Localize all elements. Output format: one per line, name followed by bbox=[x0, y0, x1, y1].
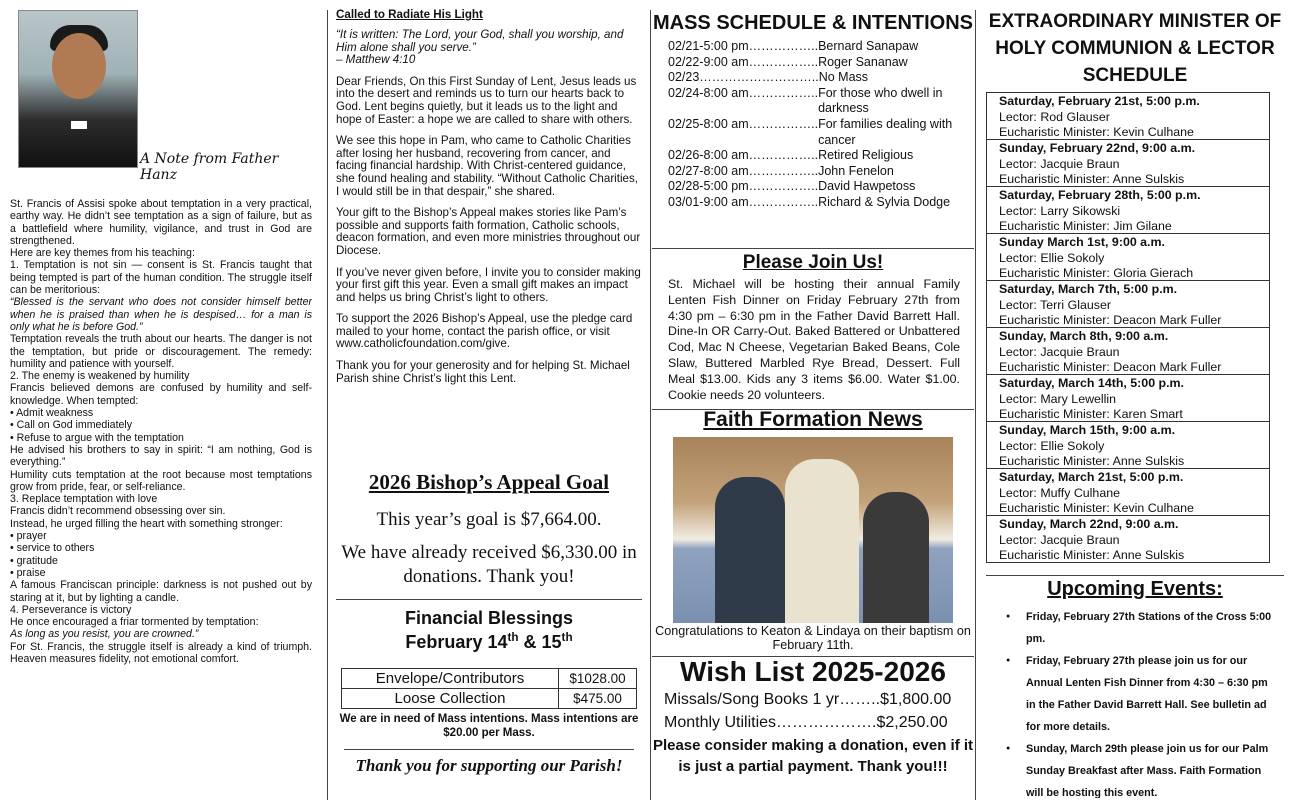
mass-intention-row: 02/25-8:00 am…………….. For families dealing with cancer bbox=[668, 116, 953, 147]
column-divider bbox=[975, 10, 976, 800]
note-paragraph: A famous Franciscan principle: darkness is not pushed out by staring at it, but by lighting a candle. bbox=[10, 579, 312, 604]
wish-list bbox=[652, 656, 974, 777]
schedule-row: Sunday, March 8th, 9:00 a.m. Lector: Jacquie Braun Eucharistic Minister: Deacon Mark Fuller bbox=[986, 327, 1270, 375]
event-list bbox=[986, 606, 1284, 798]
upcoming-title: Upcoming Events: bbox=[1047, 578, 1223, 600]
note-paragraph: St. Francis of Assisi spoke about temptation in a very practical, earthy way. He didn’t see temptation as a sign of failure, but as a battlefield where humility, vigilance, and trust in God are strengthened. bbox=[10, 198, 312, 247]
minister-column bbox=[986, 8, 1284, 798]
note-paragraph: • Refuse to argue with the temptation bbox=[10, 431, 184, 444]
section-divider bbox=[652, 248, 974, 249]
section-divider bbox=[986, 575, 1284, 576]
appeal-goal: This year’s goal is $7,664.00. bbox=[376, 509, 602, 530]
schedule-row: Saturday, February 28th, 5:00 p.m. Lector: Larry Sikowski Eucharistic Minister: Jim Gilane bbox=[986, 186, 1270, 234]
baptism-photo bbox=[673, 437, 953, 623]
scripture-quote: “It is written: The Lord, your God, shall you worship, and Him alone shall you serve.” bbox=[336, 28, 624, 54]
mass-intention-row: 02/26-8:00 am…………….. Retired Religious bbox=[668, 148, 914, 163]
mass-intentions-note: We are in need of Mass intentions. Mass intentions are $20.00 per Mass. bbox=[339, 713, 639, 739]
mass-intention-row: 02/21-5:00 pm…………….. Bernard Sanapaw bbox=[668, 39, 919, 53]
schedule-row: Saturday, March 7th, 5:00 p.m. Lector: Terri Glauser Eucharistic Minister: Deacon Mark Fuller bbox=[986, 280, 1270, 328]
letter-body bbox=[336, 76, 642, 385]
note-paragraph: Instead, he urged filling the heart with something stronger: bbox=[10, 517, 283, 530]
note-paragraph: Humility cuts temptation at the root because most temptations grow from pride, fear, or self-reliance. bbox=[10, 468, 312, 493]
section-divider bbox=[344, 749, 634, 750]
section-divider bbox=[336, 599, 642, 600]
note-title: A Note from Father Hanz bbox=[140, 151, 279, 183]
note-paragraph: • gratitude bbox=[10, 554, 58, 567]
scripture-reference: – Matthew 4:10 bbox=[336, 53, 416, 67]
mass-intention-row: 02/27-8:00 am…………….. John Fenelon bbox=[668, 163, 894, 178]
upcoming-events bbox=[986, 578, 1284, 798]
note-paragraph: • service to others bbox=[10, 542, 95, 555]
event-item: ● Sunday, March 29th please join us for our Palm Sunday Breakfast after Mass. Faith Formation will be hosting this event. bbox=[986, 738, 1284, 798]
note-paragraph: • Admit weakness bbox=[10, 407, 94, 420]
schedule-row: Saturday, March 14th, 5:00 p.m. Lector: Mary Lewellin Eucharistic Minister: Karen Smart bbox=[986, 374, 1270, 422]
father-hanz-photo bbox=[18, 10, 138, 168]
column-divider bbox=[327, 10, 328, 800]
photo-caption: Congratulations to Keaton & Lindaya on their baptism on February 11th. bbox=[655, 624, 971, 652]
note-paragraph: He once encouraged a friar tormented by temptation: bbox=[10, 616, 259, 629]
wish-please: Please consider making a donation, even if it is just a partial payment. Thank you!!! bbox=[652, 737, 974, 775]
mass-list bbox=[652, 39, 974, 211]
financial-blessings bbox=[336, 606, 642, 654]
collection-table bbox=[341, 668, 637, 709]
ff-title: Faith Formation News bbox=[703, 408, 923, 431]
letter-paragraph: To support the 2026 Bishop’s Appeal, use the pledge card mailed to your home, contact the parish office, or visit www.catholicfoundation.com/give. bbox=[336, 312, 633, 351]
mass-intention-row: 02/23……………………….. No Mass bbox=[668, 70, 869, 85]
note-paragraph: He advised his brothers to say in spirit: “I am nothing, God is everything.” bbox=[10, 443, 312, 469]
mass-schedule-title: MASS SCHEDULE & INTENTIONS bbox=[652, 12, 974, 34]
letter-heading: Called to Radiate His Light bbox=[336, 8, 483, 21]
note-paragraph: 4. Perseverance is victory bbox=[10, 603, 132, 616]
appeal-title: 2026 Bishop’s Appeal Goal bbox=[368, 470, 610, 494]
letter-paragraph: Dear Friends, On this First Sunday of Lent, Jesus leads us into the desert and reminds us to turn our hearts back to God. Lent begins quietly, but it leads us to the light and hope of Easter: a hope we are called to share with others. bbox=[336, 74, 637, 126]
note-paragraph: 3. Replace temptation with love bbox=[10, 493, 158, 506]
letter-paragraph: Thank you for your generosity and for helping St. Michael Parish shine Christ’s light this Lent. bbox=[336, 359, 630, 385]
letter-paragraph: We see this hope in Pam, who came to Catholic Charities after losing her husband, recovering from cancer, and facing financial hardship. With Christ-centered guidance, she found healing and stability. “Without Catholic Charities, I would still be in that despair,” she shared. bbox=[336, 134, 639, 198]
column-divider bbox=[650, 10, 651, 800]
note-column bbox=[10, 8, 312, 798]
note-paragraph: “Blessed is the servant who does not consider himself better when he is praised than when he is despised… for a man is only what he is before God.” bbox=[10, 296, 312, 333]
note-paragraph: As long as you resist, you are crowned.” bbox=[10, 628, 199, 641]
join-title: Please Join Us! bbox=[742, 252, 884, 273]
schedule-row: Sunday, March 15th, 9:00 a.m. Lector: Ellie Sokoly Eucharistic Minister: Anne Sulskis bbox=[986, 421, 1270, 469]
mass-intention-row: 02/24-8:00 am…………….. For those who dwell in darkness bbox=[668, 85, 943, 116]
table-row: Loose Collection $475.00 bbox=[342, 689, 637, 709]
mass-intention-row: 03/01-9:00 am…………….. Richard & Sylvia Dodge bbox=[668, 194, 951, 209]
join-us-section bbox=[652, 252, 974, 403]
list-item: Missals/Song Books 1 yr…….. $1,800.00 bbox=[664, 691, 952, 708]
event-item: ● Friday, February 27th Stations of the Cross 5:00 pm. bbox=[986, 606, 1284, 650]
faith-formation-section bbox=[652, 408, 974, 652]
mass-intention-row: 02/22-9:00 am…………….. Roger Sananaw bbox=[668, 54, 908, 69]
schedule-row: Sunday, March 22nd, 9:00 a.m. Lector: Jacquie Braun Eucharistic Minister: Anne Sulskis bbox=[986, 515, 1270, 563]
appeal-received: We have already received $6,330.00 in donations. Thank you! bbox=[341, 542, 637, 587]
note-paragraph: Francis didn’t recommend obsessing over sin. bbox=[10, 505, 226, 518]
note-paragraph: • prayer bbox=[10, 530, 47, 543]
note-paragraph: • praise bbox=[10, 566, 46, 579]
thanks-line: Thank you for supporting our Parish! bbox=[355, 756, 623, 775]
mass-intention-row: 02/28-5:00 pm…………….. David Hawpetoss bbox=[668, 179, 916, 194]
list-item: Monthly Utilities………………. $2,250.00 bbox=[664, 714, 948, 731]
note-paragraph: For St. Francis, the struggle itself is already a kind of triumph. Heaven measures fidelity, not emotional comfort. bbox=[10, 640, 312, 665]
note-paragraph: Here are key themes from his teaching: bbox=[10, 247, 195, 260]
event-item: ● Friday, February 27th please join us for our Annual Lenten Fish Dinner from 4:30 – 6:30 pm in the Father David Barrett Hall. See bulletin ad for more details. bbox=[986, 650, 1284, 738]
note-paragraph: Francis believed demons are confused by humility and self-knowledge. When tempted: bbox=[10, 382, 312, 407]
schedule-row: Sunday March 1st, 9:00 a.m. Lector: Ellie Sokoly Eucharistic Minister: Gloria Gierach bbox=[986, 233, 1270, 281]
minister-schedule bbox=[986, 93, 1270, 563]
schedule-row: Sunday, February 22nd, 9:00 a.m. Lector: Jacquie Braun Eucharistic Minister: Anne Sulskis bbox=[986, 139, 1270, 187]
letter-paragraph: If you’ve never given before, I invite you to consider making your first gift this year. Even a small gift makes an impact and helps us bring Christ’s light to others. bbox=[336, 265, 641, 304]
appeal-column bbox=[336, 8, 642, 798]
note-body bbox=[10, 198, 312, 665]
note-paragraph: • Call on God immediately bbox=[10, 419, 133, 432]
note-paragraph: 1. Temptation is not sin — consent is St. Francis taught that being tempted is part of the human condition. The struggle itself can be meritorious: bbox=[10, 259, 312, 297]
minister-schedule-title: EXTRAORDINARY MINISTER OF HOLY COMMUNION & LECTOR SCHEDULE bbox=[988, 11, 1282, 86]
schedule-row: Saturday, February 21st, 5:00 p.m. Lector: Rod Glauser Eucharistic Minister: Kevin Culhane bbox=[986, 92, 1270, 140]
table-row: Envelope/Contributors $1028.00 bbox=[342, 669, 637, 689]
fin-title: Financial Blessings bbox=[404, 608, 574, 628]
schedule-row: Saturday, March 21st, 5:00 p.m. Lector: Muffy Culhane Eucharistic Minister: Kevin Culhane bbox=[986, 468, 1270, 516]
note-paragraph: 2. The enemy is weakened by humility bbox=[10, 370, 190, 383]
letter-paragraph: Your gift to the Bishop’s Appeal makes stories like Pam’s possible and supports faith formation, Catholic schools, deacon formation, and even more ministries throughout our Diocese. bbox=[336, 206, 641, 257]
mass-column bbox=[652, 8, 974, 798]
fin-dates: February 14th & 15th bbox=[405, 631, 573, 652]
join-text: St. Michael will be hosting their annual Family Lenten Fish Dinner on Friday February 27th from 4:30 pm – 6:30 pm in the Father David Barrett Hall. Dine-In OR Carry-Out. Baked Battered or Unbattered Cod, Mac N Cheese, Vegetarian Baked Beans, Cole Slaw, Buttered Marbled Rye Bread, Dessert. Full Meal $13.00. Kids any 3 items $6.00. Water $1.00. Cookie needs 20 volunteers. bbox=[668, 277, 960, 402]
note-paragraph: Temptation reveals the truth about our hearts. The danger is not the temptation, but pride or discouragement. The remedy: humility and patience with yourself. bbox=[10, 333, 312, 370]
appeal-box bbox=[336, 470, 642, 589]
wish-title: Wish List 2025-2026 bbox=[680, 656, 946, 687]
